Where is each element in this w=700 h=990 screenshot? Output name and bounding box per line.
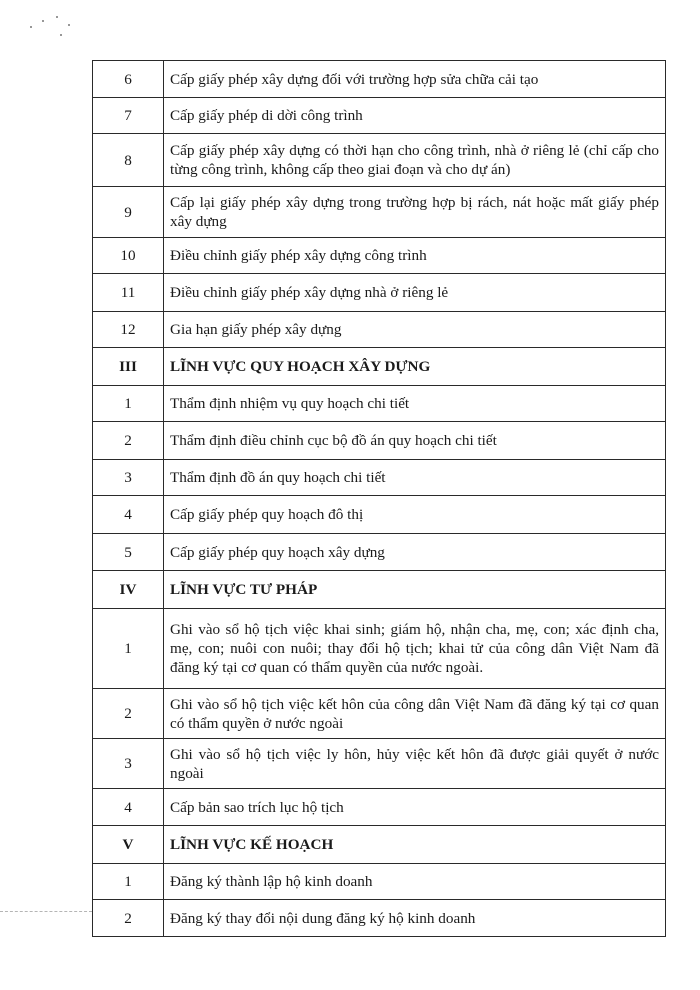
row-number: 3: [93, 460, 164, 496]
section-row: [93, 348, 666, 386]
procedure-name: Cấp bản sao trích lục hộ tịch: [164, 789, 666, 826]
procedure-name: Cấp giấy phép quy hoạch xây dựng: [164, 534, 666, 571]
procedures-table: [92, 60, 666, 937]
row-number: 2: [93, 689, 164, 739]
row-number: 5: [93, 534, 164, 571]
procedure-name: Điều chỉnh giấy phép xây dựng công trình: [164, 238, 666, 274]
row-number: 7: [93, 98, 164, 134]
table-row: [93, 900, 666, 937]
table-row: [93, 534, 666, 571]
section-row: [93, 826, 666, 864]
table-row: [93, 460, 666, 496]
table-row: [93, 422, 666, 460]
procedure-name: Cấp lại giấy phép xây dựng trong trường hợp bị rách, nát hoặc mất giấy phép xây dựng: [164, 187, 666, 238]
row-number: 9: [93, 187, 164, 238]
section-title: LĨNH VỰC QUY HOẠCH XÂY DỰNG: [164, 348, 666, 386]
table-row: [93, 187, 666, 238]
section-number: V: [93, 826, 164, 864]
table-row: [93, 864, 666, 900]
procedure-name: Ghi vào sổ hộ tịch việc ly hôn, hủy việc kết hôn đã được giải quyết ở nước ngoài: [164, 739, 666, 789]
row-number: 11: [93, 274, 164, 312]
table-row: [93, 739, 666, 789]
row-number: 4: [93, 789, 164, 826]
row-number: 2: [93, 422, 164, 460]
scan-specks: [30, 14, 80, 44]
row-number: 1: [93, 609, 164, 689]
row-number: 1: [93, 386, 164, 422]
procedure-name: Cấp giấy phép di dời công trình: [164, 98, 666, 134]
table-row: [93, 98, 666, 134]
procedure-name: Thẩm định đồ án quy hoạch chi tiết: [164, 460, 666, 496]
section-row: [93, 571, 666, 609]
procedures-table-body: [93, 61, 666, 937]
section-number: IV: [93, 571, 164, 609]
procedure-name: Cấp giấy phép xây dựng có thời hạn cho công trình, nhà ở riêng lẻ (chỉ cấp cho từng công trình, không cấp theo giai đoạn và cho dự án): [164, 134, 666, 187]
table-row: [93, 134, 666, 187]
table-row: [93, 496, 666, 534]
table-row: [93, 238, 666, 274]
procedure-name: Ghi vào sổ hộ tịch việc kết hôn của công dân Việt Nam đã đăng ký tại cơ quan có thẩm quyền ở nước ngoài: [164, 689, 666, 739]
table-row: [93, 609, 666, 689]
procedure-name: Cấp giấy phép quy hoạch đô thị: [164, 496, 666, 534]
table-row: [93, 274, 666, 312]
row-number: 2: [93, 900, 164, 937]
procedure-name: Đăng ký thay đổi nội dung đăng ký hộ kinh doanh: [164, 900, 666, 937]
row-number: 4: [93, 496, 164, 534]
procedure-name: Cấp giấy phép xây dựng đối với trường hợp sửa chữa cải tạo: [164, 61, 666, 98]
margin-scan-line: [0, 911, 92, 912]
row-number: 8: [93, 134, 164, 187]
procedure-name: Điều chỉnh giấy phép xây dựng nhà ở riêng lẻ: [164, 274, 666, 312]
table-row: [93, 689, 666, 739]
procedure-name: Gia hạn giấy phép xây dựng: [164, 312, 666, 348]
procedure-name: Đăng ký thành lập hộ kinh doanh: [164, 864, 666, 900]
row-number: 10: [93, 238, 164, 274]
table-row: [93, 61, 666, 98]
procedure-name: Thẩm định điều chỉnh cục bộ đồ án quy hoạch chi tiết: [164, 422, 666, 460]
row-number: 12: [93, 312, 164, 348]
section-title: LĨNH VỰC TƯ PHÁP: [164, 571, 666, 609]
table-row: [93, 789, 666, 826]
table-row: [93, 386, 666, 422]
procedure-name: Thẩm định nhiệm vụ quy hoạch chi tiết: [164, 386, 666, 422]
section-number: III: [93, 348, 164, 386]
procedure-name: Ghi vào sổ hộ tịch việc khai sinh; giám hộ, nhận cha, mẹ, con; xác định cha, mẹ, con; nuôi con nuôi; thay đổi hộ tịch; khai tử của công dân Việt Nam đã đăng ký tại cơ quan có thẩm quyền của nước ngoài.: [164, 609, 666, 689]
row-number: 3: [93, 739, 164, 789]
table-row: [93, 312, 666, 348]
row-number: 1: [93, 864, 164, 900]
section-title: LĨNH VỰC KẾ HOẠCH: [164, 826, 666, 864]
row-number: 6: [93, 61, 164, 98]
